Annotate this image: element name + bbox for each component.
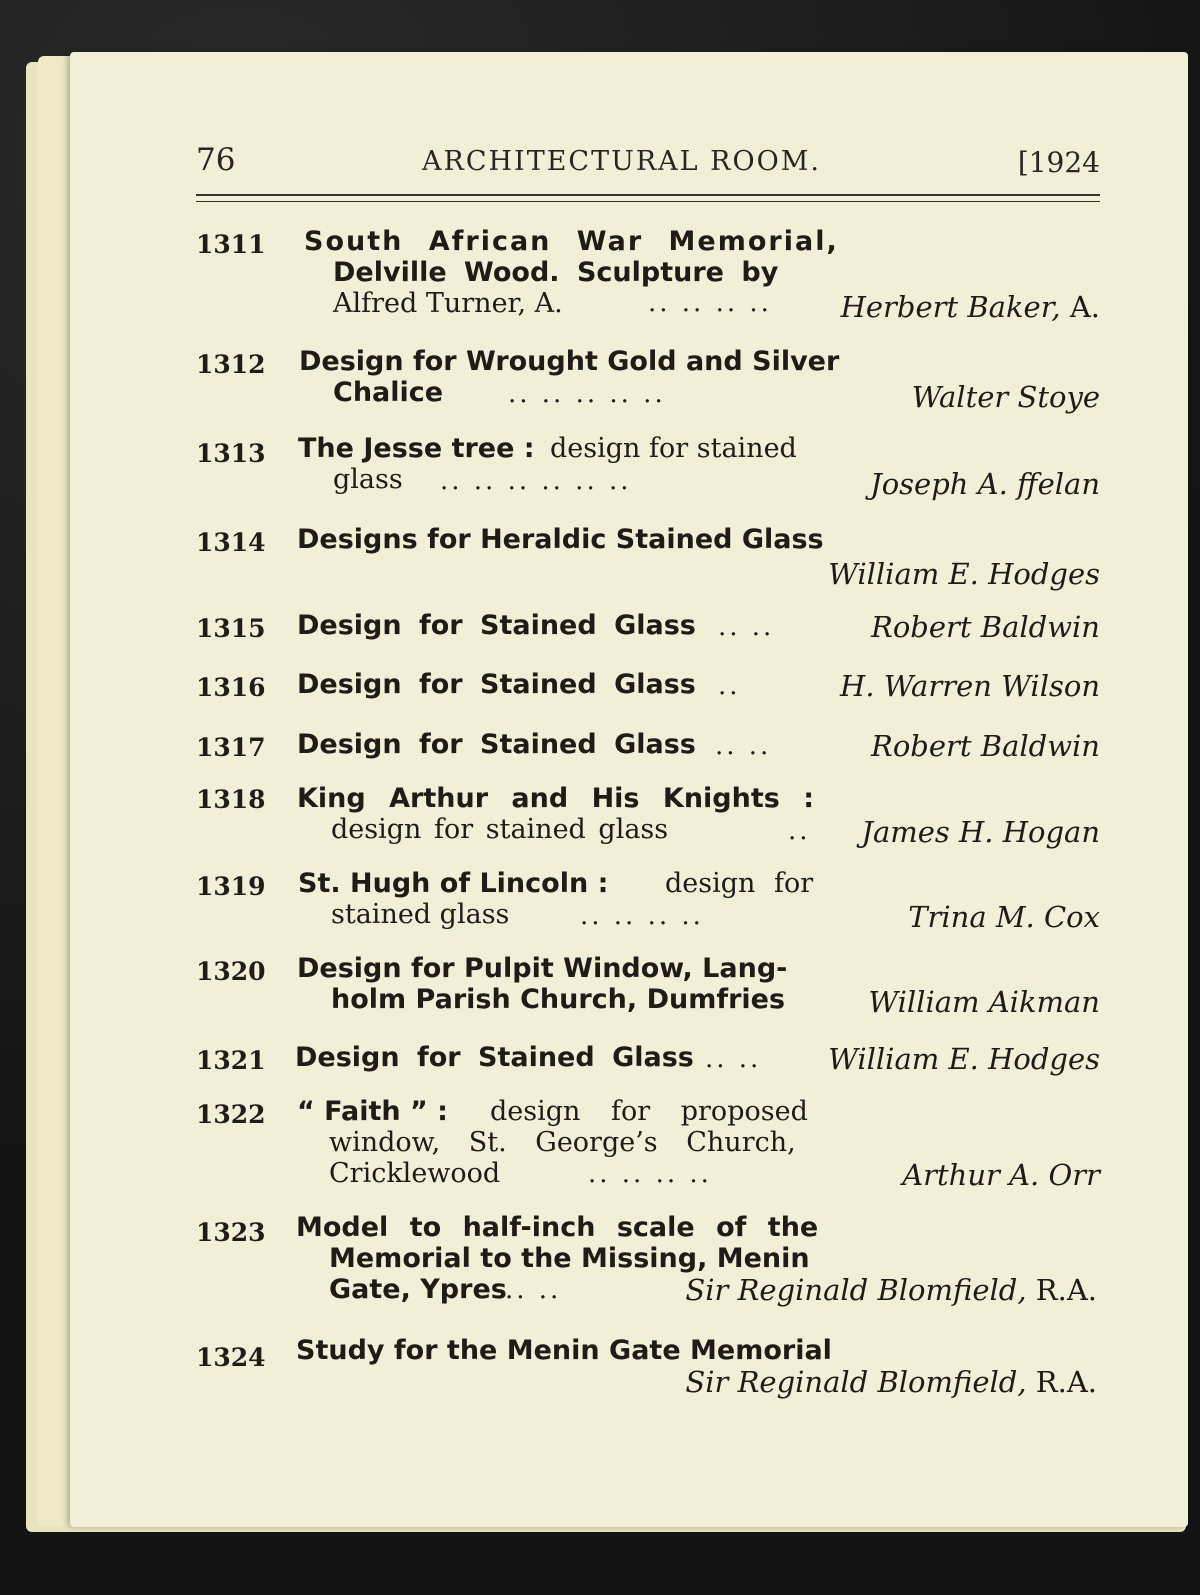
leader-dots: .. .. (505, 1275, 562, 1305)
entry-number: 1316 (196, 673, 266, 702)
artist-name: James H. Hogan (861, 815, 1100, 849)
artist-name: William Aikman (868, 985, 1100, 1019)
artist-name: Robert Baldwin (871, 729, 1100, 763)
leader-dots: .. (718, 671, 741, 701)
entry-title-line: St. Hugh of Lincoln : (298, 868, 609, 899)
entry-number: 1315 (196, 614, 266, 643)
entry-number: 1312 (196, 350, 266, 379)
entry-number: 1319 (196, 872, 266, 901)
leader-dots: .. (788, 816, 811, 846)
artist-name: Robert Baldwin (871, 610, 1100, 644)
entry-title-line: design for stained (550, 433, 797, 464)
entry-title-line: The Jesse tree : (298, 433, 535, 464)
artist-suffix: R.A. (1035, 1273, 1097, 1307)
entry-title-line: Design for Stained Glass (297, 669, 696, 700)
entry-title-line: King Arthur and His Knights : (297, 783, 815, 814)
entry-title-line: Design for Pulpit Window, Lang- (297, 953, 788, 984)
entry-number: 1313 (196, 439, 266, 468)
entry-title-line: Alfred Turner, A. (333, 288, 563, 319)
leader-dots: .. .. (715, 731, 772, 761)
entry-title-line: Chalice (333, 377, 444, 408)
entry-title-line: Design for Stained Glass (297, 729, 696, 760)
entry-number: 1324 (196, 1343, 266, 1372)
entry-number: 1321 (196, 1046, 266, 1075)
entry-title-line: Study for the Menin Gate Memorial (296, 1335, 832, 1366)
artist-name: William E. Hodges (828, 1042, 1100, 1076)
entry-title-line: design for (665, 868, 814, 899)
leader-dots: .. .. .. .. (648, 288, 772, 318)
artist-name: Trina M. Cox (908, 900, 1100, 934)
entry-number: 1318 (196, 785, 266, 814)
entry-title-line: “ Faith ” : (297, 1096, 448, 1127)
artist-name-text: Sir Reginald Blomfield, (685, 1273, 1027, 1307)
entry-title-line: Design for Stained Glass (297, 610, 696, 641)
entry-title-line: Gate, Ypres (329, 1274, 507, 1305)
entry-title-line: Design for Stained Glass (295, 1042, 694, 1073)
entry-title-line: design for stained glass (331, 814, 669, 845)
artist-suffix: A. (1069, 290, 1100, 324)
leader-dots: .. .. .. .. .. (508, 379, 666, 409)
leader-dots: .. .. (718, 612, 775, 642)
entry-title-line: Model to half-inch scale of the (296, 1212, 819, 1243)
entry-number: 1320 (196, 957, 266, 986)
page-number: 76 (196, 142, 236, 178)
leader-dots: .. .. .. .. (588, 1159, 712, 1189)
artist-name (685, 1275, 1097, 1306)
leader-dots: .. .. (705, 1044, 762, 1074)
artist-name-text: Sir Reginald Blomfield, (685, 1365, 1027, 1399)
entry-title-line: design for proposed (490, 1096, 808, 1127)
entry-number: 1323 (196, 1218, 266, 1247)
artist-name: H. Warren Wilson (840, 669, 1100, 703)
entry-title-line: window, St. George’s Church, (329, 1127, 796, 1158)
entry-title-line: South African War Memorial, (304, 226, 839, 257)
entry-number: 1317 (196, 733, 266, 762)
year-label: [1924 (1017, 146, 1100, 179)
artist-name: Arthur A. Orr (902, 1158, 1100, 1192)
artist-suffix: R.A. (1035, 1365, 1097, 1399)
leader-dots: .. .. .. .. .. .. (440, 466, 632, 496)
page-title: ARCHITECTURAL ROOM. (422, 146, 822, 177)
entry-title-line: holm Parish Church, Dumfries (331, 984, 786, 1015)
artist-name: Walter Stoye (911, 380, 1100, 414)
artist-name: William E. Hodges (828, 557, 1100, 591)
entry-title-line: Design for Wrought Gold and Silver (299, 346, 840, 377)
entry-title-line: glass (333, 464, 403, 495)
leader-dots: .. .. .. .. (580, 901, 704, 931)
entry-number: 1322 (196, 1100, 266, 1129)
entry-title-line: Cricklewood (329, 1158, 501, 1189)
entry-title-line: Memorial to the Missing, Menin (329, 1243, 810, 1274)
entry-title-line: Designs for Heraldic Stained Glass (297, 524, 824, 555)
artist-name: Joseph A. ffelan (870, 467, 1100, 501)
entry-title-line: Delville Wood. Sculpture by (333, 257, 779, 288)
artist-name-text: Herbert Baker, (840, 290, 1061, 324)
entry-number: 1311 (196, 230, 266, 259)
entry-number: 1314 (196, 528, 266, 557)
artist-name (685, 1367, 1097, 1398)
artist-name (841, 292, 1100, 323)
entry-title-line: stained glass (331, 899, 510, 930)
